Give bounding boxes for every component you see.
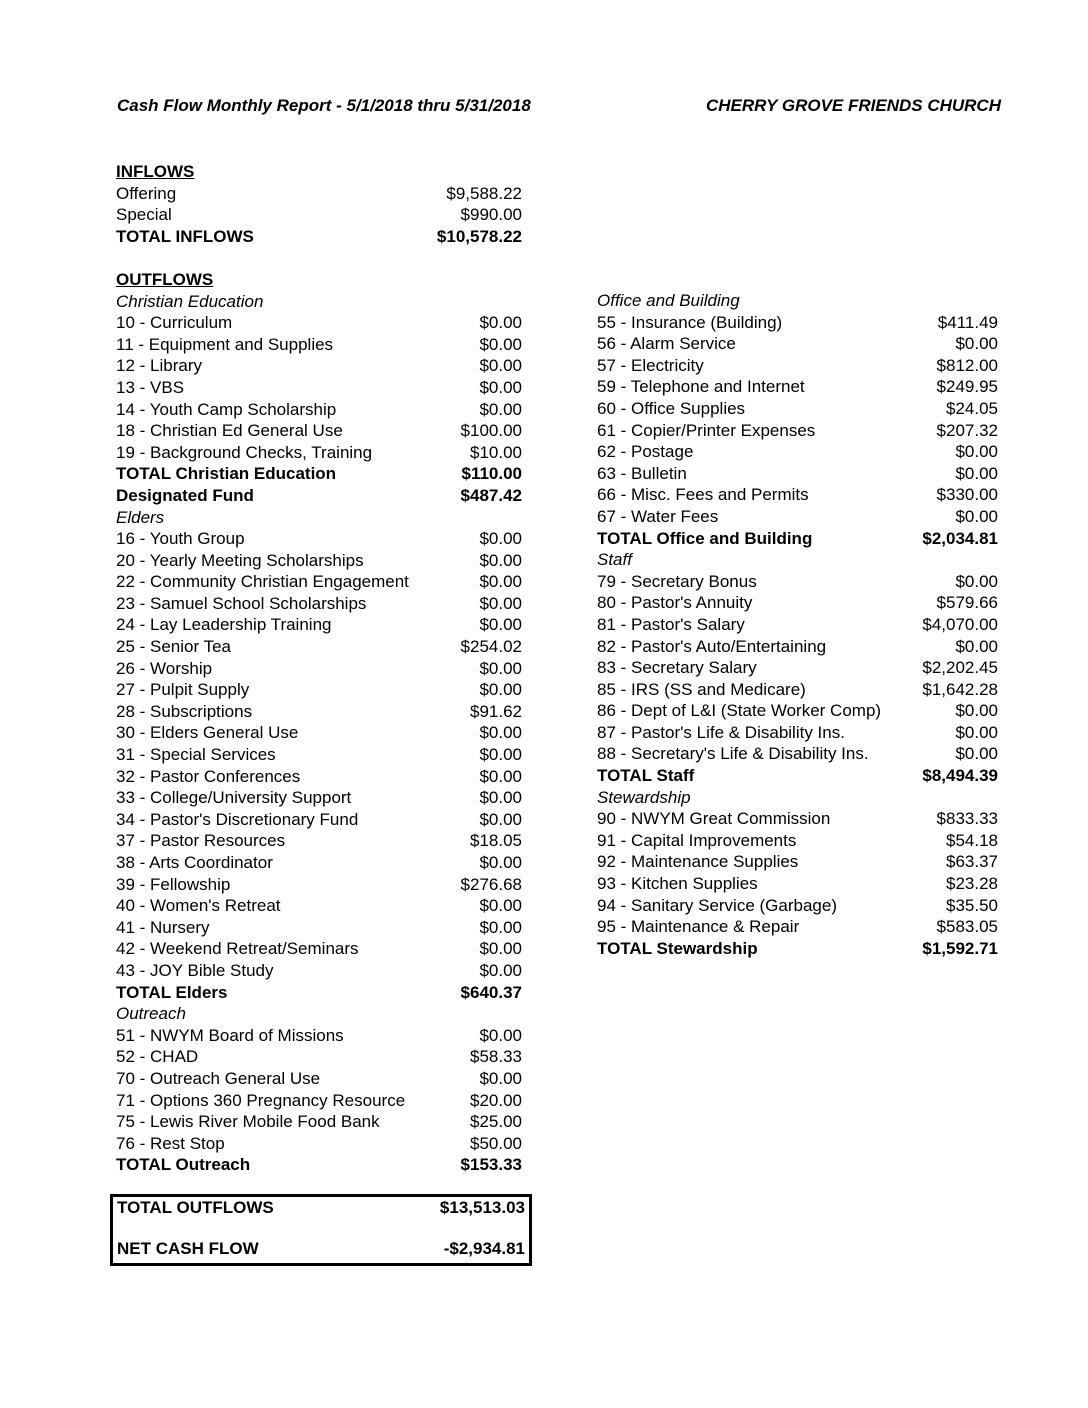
line-item bbox=[116, 960, 522, 982]
line-item bbox=[116, 874, 522, 896]
line-label: Office and Building bbox=[597, 291, 740, 310]
line-label: TOTAL Outreach bbox=[116, 1155, 251, 1175]
total-row bbox=[116, 485, 522, 507]
line-amount: $487.42 bbox=[460, 485, 522, 505]
line-amount: $2,202.45 bbox=[922, 658, 998, 678]
line-label: 12 - Library bbox=[116, 356, 202, 376]
line-item bbox=[116, 679, 522, 701]
line-label: Elders bbox=[116, 507, 165, 527]
line-amount: $0.00 bbox=[955, 334, 998, 354]
line-amount: $0.00 bbox=[479, 550, 522, 570]
line-label: 86 - Dept of L&I (State Worker Comp) bbox=[597, 701, 882, 721]
line-label: 70 - Outreach General Use bbox=[116, 1068, 321, 1088]
line-amount: $0.00 bbox=[955, 442, 998, 462]
line-item bbox=[597, 743, 998, 765]
line-item bbox=[116, 1111, 522, 1133]
line-amount: $583.05 bbox=[936, 917, 998, 937]
line-item bbox=[597, 895, 998, 917]
net-cash-flow-row bbox=[117, 1238, 525, 1260]
line-item bbox=[116, 550, 522, 572]
line-label: 66 - Misc. Fees and Permits bbox=[597, 485, 809, 505]
line-amount: $0.00 bbox=[955, 722, 998, 742]
line-item bbox=[116, 571, 522, 593]
line-amount: $0.00 bbox=[479, 745, 522, 765]
line-item bbox=[116, 766, 522, 788]
category-heading bbox=[597, 787, 998, 809]
line-amount: $0.00 bbox=[955, 636, 998, 656]
line-item bbox=[597, 808, 998, 830]
line-amount: $10.00 bbox=[470, 442, 522, 462]
line-item bbox=[597, 484, 998, 506]
line-label: Stewardship bbox=[597, 787, 691, 807]
summary-box bbox=[110, 1194, 532, 1266]
line-item bbox=[597, 376, 998, 398]
line-amount: $18.05 bbox=[470, 831, 522, 851]
line-amount: $0.00 bbox=[479, 658, 522, 678]
line-label: Offering bbox=[116, 183, 177, 203]
total-row bbox=[116, 226, 522, 248]
line-label: 56 - Alarm Service bbox=[597, 334, 736, 354]
line-amount: $0.00 bbox=[479, 788, 522, 808]
line-item bbox=[597, 851, 998, 873]
line-label: 87 - Pastor's Life & Disability Ins. bbox=[597, 722, 845, 742]
line-label: INFLOWS bbox=[116, 162, 195, 181]
line-item bbox=[597, 571, 998, 593]
line-label: 81 - Pastor's Salary bbox=[597, 614, 745, 634]
line-amount: $0.00 bbox=[479, 593, 522, 613]
line-amount: $0.00 bbox=[479, 615, 522, 635]
line-label: TOTAL Stewardship bbox=[597, 938, 758, 958]
line-item bbox=[116, 614, 522, 636]
net-cash-flow-amount: -$2,934.81 bbox=[443, 1239, 525, 1258]
line-amount: $0.00 bbox=[479, 399, 522, 419]
line-label: 51 - NWYM Board of Missions bbox=[116, 1025, 344, 1045]
line-item bbox=[597, 657, 998, 679]
line-label: 85 - IRS (SS and Medicare) bbox=[597, 679, 806, 699]
line-item bbox=[116, 636, 522, 658]
line-item bbox=[116, 1025, 522, 1047]
line-label: 95 - Maintenance & Repair bbox=[597, 917, 800, 937]
line-label: OUTFLOWS bbox=[116, 269, 214, 289]
line-item bbox=[597, 398, 998, 420]
section-heading bbox=[116, 269, 522, 291]
line-label: Staff bbox=[597, 550, 632, 570]
line-amount: $411.49 bbox=[937, 312, 998, 332]
line-item bbox=[597, 830, 998, 852]
line-item bbox=[116, 204, 522, 226]
line-item bbox=[116, 809, 522, 831]
line-item bbox=[116, 658, 522, 680]
total-row bbox=[597, 528, 998, 550]
line-item bbox=[116, 1133, 522, 1155]
total-row bbox=[116, 463, 522, 485]
line-amount: $9,588.22 bbox=[446, 183, 522, 203]
spacer bbox=[116, 247, 522, 269]
line-amount: $0.00 bbox=[479, 313, 522, 333]
line-amount: $0.00 bbox=[479, 853, 522, 872]
line-label: 57 - Electricity bbox=[597, 355, 704, 375]
line-label: 32 - Pastor Conferences bbox=[116, 766, 301, 786]
line-item bbox=[116, 938, 522, 960]
organization-name: CHERRY GROVE FRIENDS CHURCH bbox=[705, 96, 1001, 115]
line-item bbox=[597, 355, 998, 377]
line-item bbox=[116, 528, 522, 550]
line-amount: $0.00 bbox=[479, 356, 522, 376]
line-label: 30 - Elders General Use bbox=[116, 723, 299, 743]
line-label: 33 - College/University Support bbox=[116, 788, 352, 808]
line-amount: $249.95 bbox=[936, 377, 998, 397]
total-row bbox=[597, 765, 998, 787]
line-label: 67 - Water Fees bbox=[597, 506, 719, 526]
line-label: 60 - Office Supplies bbox=[597, 398, 746, 418]
line-amount: $276.68 bbox=[460, 874, 522, 894]
line-item bbox=[116, 1090, 522, 1112]
line-amount: $833.33 bbox=[936, 809, 998, 829]
line-item bbox=[597, 722, 998, 744]
category-heading bbox=[597, 290, 998, 312]
category-heading bbox=[116, 1003, 522, 1025]
line-label: 82 - Pastor's Auto/Entertaining bbox=[597, 636, 827, 656]
line-item bbox=[116, 420, 522, 442]
line-item bbox=[116, 312, 522, 334]
line-item bbox=[116, 442, 522, 464]
line-amount: $0.00 bbox=[479, 896, 522, 916]
line-amount: $0.00 bbox=[955, 571, 998, 591]
line-amount: $100.00 bbox=[460, 421, 522, 441]
line-label: 61 - Copier/Printer Expenses bbox=[597, 420, 816, 440]
line-amount: $0.00 bbox=[955, 744, 998, 764]
line-label: 27 - Pulpit Supply bbox=[116, 680, 250, 700]
line-amount: $8,494.39 bbox=[922, 766, 998, 786]
line-label: 18 - Christian Ed General Use bbox=[116, 421, 343, 441]
line-amount: $579.66 bbox=[936, 593, 998, 613]
line-item bbox=[116, 852, 522, 874]
line-amount: $254.02 bbox=[460, 637, 522, 657]
line-label: 91 - Capital Improvements bbox=[597, 830, 797, 850]
line-label: TOTAL Christian Education bbox=[116, 464, 337, 484]
line-label: 43 - JOY Bible Study bbox=[116, 960, 274, 980]
line-amount: $35.50 bbox=[946, 895, 998, 915]
line-label: 76 - Rest Stop bbox=[116, 1133, 225, 1153]
line-amount: $50.00 bbox=[470, 1133, 522, 1153]
line-label: 75 - Lewis River Mobile Food Bank bbox=[116, 1112, 380, 1132]
line-amount: $330.00 bbox=[936, 485, 998, 505]
line-amount: $54.18 bbox=[946, 830, 998, 850]
report-title: Cash Flow Monthly Report - 5/1/2018 thru 5/31/2018 bbox=[117, 96, 531, 115]
line-label: 23 - Samuel School Scholarships bbox=[116, 593, 367, 613]
line-amount: $24.05 bbox=[946, 398, 998, 418]
line-label: 83 - Secretary Salary bbox=[597, 658, 757, 678]
line-item bbox=[116, 1046, 522, 1068]
line-item bbox=[597, 679, 998, 701]
total-outflows-row bbox=[117, 1197, 525, 1219]
line-item bbox=[116, 399, 522, 421]
total-row bbox=[116, 1154, 522, 1176]
line-amount: $23.28 bbox=[946, 874, 998, 894]
category-heading bbox=[597, 549, 998, 571]
line-amount: $91.62 bbox=[470, 701, 522, 721]
line-amount: $812.00 bbox=[936, 355, 998, 375]
line-label: 10 - Curriculum bbox=[116, 313, 233, 333]
line-amount: $0.00 bbox=[479, 939, 522, 959]
line-item bbox=[597, 506, 998, 528]
category-heading bbox=[116, 291, 522, 313]
total-outflows-label: TOTAL OUTFLOWS bbox=[117, 1198, 274, 1217]
line-amount: $0.00 bbox=[479, 377, 522, 397]
line-item bbox=[597, 441, 998, 463]
line-amount: $0.00 bbox=[479, 529, 522, 549]
line-label: 59 - Telephone and Internet bbox=[597, 377, 805, 397]
line-amount: $153.33 bbox=[460, 1155, 522, 1175]
line-label: 40 - Women's Retreat bbox=[116, 896, 281, 916]
line-item bbox=[597, 916, 998, 938]
line-amount: $207.32 bbox=[936, 420, 998, 440]
line-item bbox=[116, 377, 522, 399]
line-amount: $0.00 bbox=[479, 766, 522, 786]
line-label: 80 - Pastor's Annuity bbox=[597, 593, 753, 613]
line-label: 94 - Sanitary Service (Garbage) bbox=[597, 895, 837, 915]
line-item bbox=[116, 701, 522, 723]
line-label: 71 - Options 360 Pregnancy Resource bbox=[116, 1090, 406, 1110]
line-label: 39 - Fellowship bbox=[116, 874, 231, 894]
line-item bbox=[116, 355, 522, 377]
line-amount: $0.00 bbox=[955, 506, 998, 526]
right-column bbox=[597, 290, 998, 959]
total-row bbox=[116, 982, 522, 1004]
line-amount: $0.00 bbox=[479, 723, 522, 743]
line-label: 28 - Subscriptions bbox=[116, 701, 253, 721]
line-amount: $20.00 bbox=[470, 1090, 522, 1110]
line-item bbox=[597, 873, 998, 895]
line-label: TOTAL Elders bbox=[116, 982, 228, 1002]
line-label: 25 - Senior Tea bbox=[116, 637, 231, 657]
line-amount: $0.00 bbox=[479, 680, 522, 700]
line-item bbox=[116, 917, 522, 939]
line-item bbox=[116, 1068, 522, 1090]
line-label: 93 - Kitchen Supplies bbox=[597, 874, 758, 894]
line-label: TOTAL Staff bbox=[597, 766, 695, 786]
line-item bbox=[116, 722, 522, 744]
total-row bbox=[597, 938, 998, 960]
line-amount: $10,578.22 bbox=[436, 226, 522, 246]
line-amount: $2,034.81 bbox=[922, 528, 998, 548]
line-amount: $0.00 bbox=[955, 463, 998, 483]
line-amount: $58.33 bbox=[470, 1047, 522, 1067]
line-amount: $1,642.28 bbox=[922, 679, 998, 699]
line-label: Designated Fund bbox=[116, 485, 254, 505]
line-item bbox=[116, 183, 522, 205]
category-heading bbox=[116, 507, 522, 529]
line-item bbox=[597, 614, 998, 636]
line-amount: $63.37 bbox=[946, 852, 998, 872]
line-label: 55 - Insurance (Building) bbox=[597, 312, 783, 332]
line-label: 90 - NWYM Great Commission bbox=[597, 809, 831, 829]
line-label: Special bbox=[116, 205, 172, 225]
line-label: 31 - Special Services bbox=[116, 745, 276, 765]
line-amount: $0.00 bbox=[479, 1025, 522, 1045]
total-outflows-amount: $13,513.03 bbox=[439, 1198, 525, 1217]
line-item bbox=[597, 333, 998, 355]
line-label: 34 - Pastor's Discretionary Fund bbox=[116, 809, 359, 829]
line-item bbox=[597, 420, 998, 442]
line-amount: $0.00 bbox=[479, 917, 522, 937]
line-amount: $0.00 bbox=[479, 1068, 522, 1088]
net-cash-flow-label: NET CASH FLOW bbox=[117, 1239, 259, 1258]
line-amount: $110.00 bbox=[461, 464, 522, 484]
line-label: 42 - Weekend Retreat/Seminars bbox=[116, 939, 359, 959]
line-label: 41 - Nursery bbox=[116, 917, 210, 937]
line-label: 92 - Maintenance Supplies bbox=[597, 852, 799, 872]
line-item bbox=[597, 312, 998, 334]
line-label: 22 - Community Christian Engagement bbox=[116, 572, 409, 592]
line-item bbox=[597, 636, 998, 658]
line-item bbox=[116, 593, 522, 615]
line-label: 19 - Background Checks, Training bbox=[116, 442, 373, 462]
line-label: 52 - CHAD bbox=[116, 1047, 199, 1067]
line-amount: $0.00 bbox=[479, 809, 522, 829]
line-item bbox=[597, 592, 998, 614]
line-label: 20 - Yearly Meeting Scholarships bbox=[116, 550, 364, 570]
line-label: 24 - Lay Leadership Training bbox=[116, 615, 332, 635]
line-label: 14 - Youth Camp Scholarship bbox=[116, 399, 337, 419]
line-label: 79 - Secretary Bonus bbox=[597, 571, 757, 591]
line-label: 38 - Arts Coordinator bbox=[116, 853, 273, 872]
line-amount: $0.00 bbox=[479, 572, 522, 592]
line-amount: $4,070.00 bbox=[922, 614, 998, 634]
line-item bbox=[116, 895, 522, 917]
line-item bbox=[116, 787, 522, 809]
line-label: Outreach bbox=[116, 1004, 186, 1024]
line-label: 62 - Postage bbox=[597, 442, 694, 462]
line-label: 13 - VBS bbox=[116, 377, 185, 397]
line-label: TOTAL Office and Building bbox=[597, 528, 813, 548]
line-amount: $0.00 bbox=[479, 334, 522, 354]
line-label: 11 - Equipment and Supplies bbox=[116, 334, 334, 354]
line-label: 16 - Youth Group bbox=[116, 529, 245, 549]
line-amount: $25.00 bbox=[470, 1112, 522, 1132]
line-label: TOTAL INFLOWS bbox=[116, 226, 254, 246]
left-column bbox=[116, 161, 522, 1176]
line-amount: $640.37 bbox=[460, 982, 522, 1002]
line-item bbox=[597, 700, 998, 722]
line-label: 88 - Secretary's Life & Disability Ins. bbox=[597, 744, 869, 764]
line-label: 37 - Pastor Resources bbox=[116, 831, 286, 851]
line-item bbox=[116, 334, 522, 356]
line-item bbox=[116, 744, 522, 766]
section-heading bbox=[116, 161, 522, 183]
line-amount: $990.00 bbox=[460, 205, 522, 225]
line-amount: $0.00 bbox=[955, 701, 998, 721]
line-label: 63 - Bulletin bbox=[597, 463, 687, 483]
line-label: 26 - Worship bbox=[116, 658, 213, 678]
line-item bbox=[116, 830, 522, 852]
line-item bbox=[597, 463, 998, 485]
line-label: Christian Education bbox=[116, 291, 264, 311]
line-amount: $1,592.71 bbox=[922, 938, 998, 958]
line-amount: $0.00 bbox=[479, 960, 522, 980]
